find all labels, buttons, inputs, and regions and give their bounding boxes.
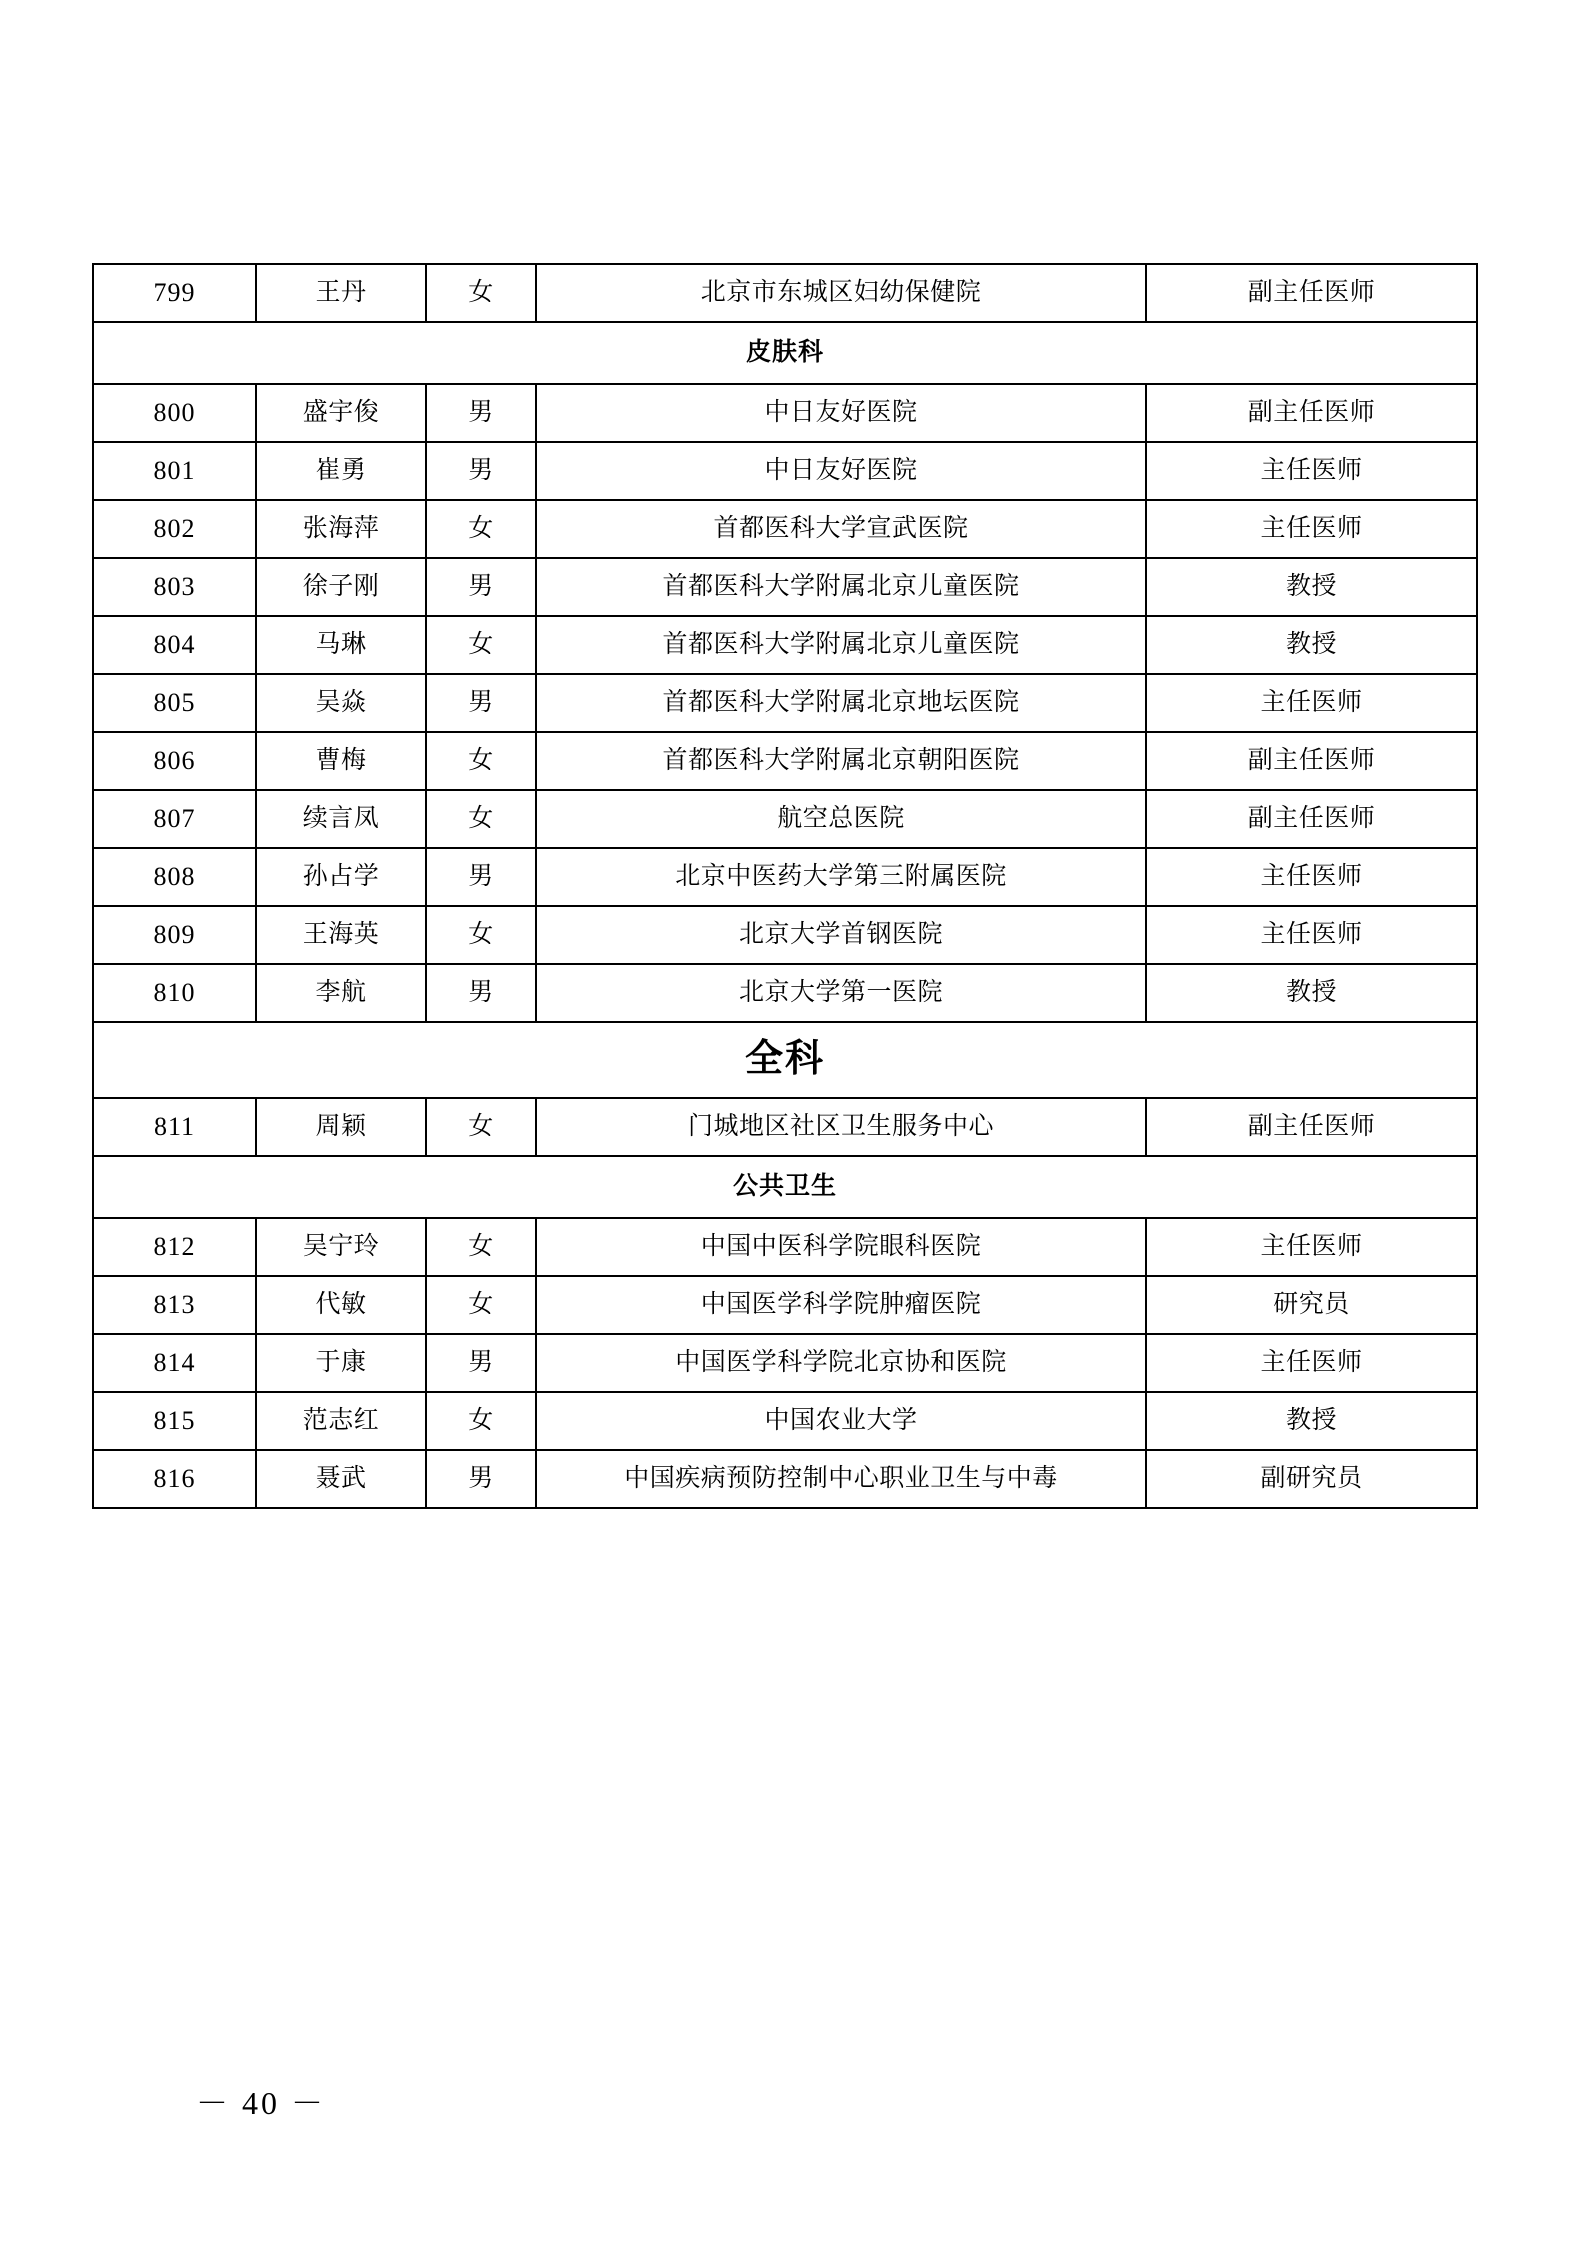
- cell-institution: 中国农业大学: [536, 1392, 1146, 1450]
- cell-professional-title: 主任医师: [1146, 674, 1477, 732]
- cell-professional-title: 副主任医师: [1146, 1098, 1477, 1156]
- cell-gender: 女: [426, 264, 536, 322]
- expert-roster-table: [92, 263, 1478, 1509]
- cell-gender: 女: [426, 790, 536, 848]
- cell-gender: 男: [426, 848, 536, 906]
- cell-professional-title: 副主任医师: [1146, 384, 1477, 442]
- cell-serial-number: 810: [93, 964, 256, 1022]
- table-row: [93, 616, 1477, 674]
- cell-professional-title: 主任医师: [1146, 1334, 1477, 1392]
- cell-gender: 男: [426, 384, 536, 442]
- cell-professional-title: 主任医师: [1146, 442, 1477, 500]
- cell-expert-name: 代敏: [256, 1276, 426, 1334]
- cell-gender: 女: [426, 732, 536, 790]
- cell-gender: 男: [426, 964, 536, 1022]
- cell-serial-number: 806: [93, 732, 256, 790]
- cell-expert-name: 盛宇俊: [256, 384, 426, 442]
- cell-expert-name: 李航: [256, 964, 426, 1022]
- table-row: [93, 558, 1477, 616]
- cell-professional-title: 副研究员: [1146, 1450, 1477, 1508]
- cell-expert-name: 周颖: [256, 1098, 426, 1156]
- cell-serial-number: 813: [93, 1276, 256, 1334]
- cell-expert-name: 孙占学: [256, 848, 426, 906]
- section-header-row: [93, 1156, 1477, 1218]
- section-header-label: 皮肤科: [93, 322, 1477, 384]
- cell-expert-name: 于康: [256, 1334, 426, 1392]
- table-row: [93, 1392, 1477, 1450]
- cell-serial-number: 804: [93, 616, 256, 674]
- table-row: [93, 442, 1477, 500]
- cell-serial-number: 801: [93, 442, 256, 500]
- table-body: [93, 264, 1477, 1508]
- cell-gender: 女: [426, 500, 536, 558]
- table-row: [93, 906, 1477, 964]
- cell-professional-title: 副主任医师: [1146, 790, 1477, 848]
- cell-expert-name: 徐子刚: [256, 558, 426, 616]
- cell-expert-name: 王海英: [256, 906, 426, 964]
- cell-professional-title: 副主任医师: [1146, 264, 1477, 322]
- cell-serial-number: 803: [93, 558, 256, 616]
- cell-serial-number: 811: [93, 1098, 256, 1156]
- cell-expert-name: 马琳: [256, 616, 426, 674]
- table-row: [93, 848, 1477, 906]
- table-row: [93, 1450, 1477, 1508]
- cell-expert-name: 吴宁玲: [256, 1218, 426, 1276]
- cell-expert-name: 吴焱: [256, 674, 426, 732]
- table-row: [93, 790, 1477, 848]
- cell-institution: 中日友好医院: [536, 442, 1146, 500]
- cell-professional-title: 副主任医师: [1146, 732, 1477, 790]
- cell-institution: 门城地区社区卫生服务中心: [536, 1098, 1146, 1156]
- cell-institution: 北京中医药大学第三附属医院: [536, 848, 1146, 906]
- cell-institution: 首都医科大学附属北京儿童医院: [536, 558, 1146, 616]
- cell-professional-title: 教授: [1146, 616, 1477, 674]
- cell-gender: 女: [426, 1276, 536, 1334]
- cell-institution: 北京大学第一医院: [536, 964, 1146, 1022]
- table-row: [93, 964, 1477, 1022]
- cell-serial-number: 808: [93, 848, 256, 906]
- cell-expert-name: 崔勇: [256, 442, 426, 500]
- cell-institution: 首都医科大学附属北京朝阳医院: [536, 732, 1146, 790]
- cell-institution: 中国医学科学院北京协和医院: [536, 1334, 1146, 1392]
- section-header-label: 公共卫生: [93, 1156, 1477, 1218]
- cell-serial-number: 809: [93, 906, 256, 964]
- cell-expert-name: 曹梅: [256, 732, 426, 790]
- cell-serial-number: 802: [93, 500, 256, 558]
- section-header-row: [93, 1022, 1477, 1098]
- table-row: [93, 1218, 1477, 1276]
- table-row: [93, 500, 1477, 558]
- cell-expert-name: 张海萍: [256, 500, 426, 558]
- cell-serial-number: 805: [93, 674, 256, 732]
- cell-serial-number: 799: [93, 264, 256, 322]
- cell-institution: 北京市东城区妇幼保健院: [536, 264, 1146, 322]
- cell-expert-name: 范志红: [256, 1392, 426, 1450]
- cell-serial-number: 800: [93, 384, 256, 442]
- cell-gender: 女: [426, 616, 536, 674]
- cell-serial-number: 812: [93, 1218, 256, 1276]
- cell-serial-number: 814: [93, 1334, 256, 1392]
- section-header-row: [93, 322, 1477, 384]
- cell-institution: 北京大学首钢医院: [536, 906, 1146, 964]
- cell-expert-name: 聂武: [256, 1450, 426, 1508]
- cell-institution: 首都医科大学宣武医院: [536, 500, 1146, 558]
- table-row: [93, 264, 1477, 322]
- cell-professional-title: 教授: [1146, 1392, 1477, 1450]
- cell-serial-number: 816: [93, 1450, 256, 1508]
- cell-gender: 男: [426, 1450, 536, 1508]
- page-number: － 40 －: [196, 2085, 327, 2121]
- cell-professional-title: 主任医师: [1146, 848, 1477, 906]
- cell-professional-title: 教授: [1146, 558, 1477, 616]
- cell-serial-number: 815: [93, 1392, 256, 1450]
- cell-gender: 男: [426, 1334, 536, 1392]
- cell-gender: 男: [426, 674, 536, 732]
- cell-institution: 航空总医院: [536, 790, 1146, 848]
- table-row: [93, 1276, 1477, 1334]
- cell-institution: 中国疾病预防控制中心职业卫生与中毒: [536, 1450, 1146, 1508]
- cell-gender: 男: [426, 558, 536, 616]
- cell-gender: 女: [426, 906, 536, 964]
- cell-gender: 女: [426, 1098, 536, 1156]
- cell-institution: 首都医科大学附属北京儿童医院: [536, 616, 1146, 674]
- table-row: [93, 674, 1477, 732]
- cell-expert-name: 王丹: [256, 264, 426, 322]
- table-row: [93, 1334, 1477, 1392]
- cell-gender: 男: [426, 442, 536, 500]
- cell-professional-title: 主任医师: [1146, 906, 1477, 964]
- cell-institution: 中日友好医院: [536, 384, 1146, 442]
- table-row: [93, 732, 1477, 790]
- cell-professional-title: 主任医师: [1146, 1218, 1477, 1276]
- cell-professional-title: 研究员: [1146, 1276, 1477, 1334]
- table-row: [93, 384, 1477, 442]
- cell-institution: 中国中医科学院眼科医院: [536, 1218, 1146, 1276]
- section-header-label: 全科: [93, 1022, 1477, 1098]
- cell-expert-name: 续言凤: [256, 790, 426, 848]
- cell-gender: 女: [426, 1392, 536, 1450]
- cell-professional-title: 教授: [1146, 964, 1477, 1022]
- cell-gender: 女: [426, 1218, 536, 1276]
- table-row: [93, 1098, 1477, 1156]
- cell-serial-number: 807: [93, 790, 256, 848]
- cell-professional-title: 主任医师: [1146, 500, 1477, 558]
- cell-institution: 中国医学科学院肿瘤医院: [536, 1276, 1146, 1334]
- cell-institution: 首都医科大学附属北京地坛医院: [536, 674, 1146, 732]
